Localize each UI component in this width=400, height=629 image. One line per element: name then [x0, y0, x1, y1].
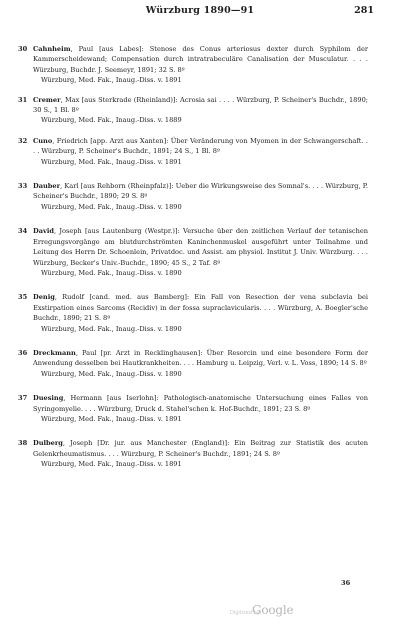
- entry-number: 37: [18, 394, 28, 403]
- entry-citation: [33, 44, 368, 75]
- author-name: Dreckmann: [33, 348, 76, 357]
- entry-number: 33: [18, 182, 28, 191]
- entry-body: , Max [aus Sterkrade (Rheinland)]: Acrosia sai . . . . Würzburg, P. Scheiner's Buchdr., 1890; 30 S., 1 Bl. 8º: [33, 95, 368, 115]
- entry-citation: [33, 181, 368, 202]
- watermark-prefix: Digitized by: [230, 610, 260, 616]
- running-header: [0, 5, 400, 21]
- entry-number: 36: [18, 348, 28, 357]
- page-number: 281: [354, 5, 374, 16]
- entry-citation: [33, 95, 368, 116]
- entry-dissertation-note: Würzburg, Med. Fak., Inaug.-Diss. v. 1891: [41, 76, 182, 85]
- entry-body: , Friedrich [app. Arzt aus Xanten]: Über Veränderung von Myomen in der Schwangerschaft. . . . Würzburg, P. Scheiner's Buchdr., 1891; 24 S., 1 Bl. 8º: [33, 136, 368, 156]
- entry-dissertation-note: Würzburg, Med. Fak., Inaug.-Diss. v. 1891: [41, 414, 182, 423]
- signature-mark: 36: [341, 579, 351, 587]
- author-name: Cahnheim: [33, 45, 71, 53]
- author-name: Cremer: [33, 95, 61, 104]
- entry-body: , Paul [pr. Arzt in Recklinghausen]: Über Resorcin und eine besondere Form der Anwendung desselben bei Hautkrankheiten. . . . Hamburg u. Leipzig, Verl. v. L. Voss, 1890; 14 S. 8º: [33, 348, 368, 368]
- entry-number: 35: [18, 293, 28, 302]
- entry-number: 34: [18, 227, 28, 236]
- entry: [18, 181, 368, 212]
- author-name: Denig: [33, 293, 55, 302]
- entry-number: 32: [18, 136, 28, 145]
- entry: [18, 348, 368, 379]
- bibliography-list: [0, 44, 400, 470]
- entry-body: , Karl [aus Rehborn (Rheinpfalz)]: Ueber die Wirkungsweise des Somnal's. . . . Würzburg, P. Scheiner's Buchdr., 1890; 29 S. 8º: [33, 182, 368, 201]
- entry-dissertation-note: Würzburg, Med. Fak., Inaug.-Diss. v. 1890: [41, 324, 182, 333]
- author-name: Dauber: [33, 182, 61, 191]
- entry-dissertation-note: Würzburg, Med. Fak., Inaug.-Diss. v. 1889: [41, 116, 182, 125]
- entry: [18, 44, 368, 86]
- entry-body: , Rudolf [cand. med. aus Bamberg]: Ein Fall von Resection der vena subclavia bei Exstirpation eines Sarcoms (Recidiv) in der fossa supraclavicularis. . . . Würzburg, A. Boegler'sche Buchdr., 1890; 21 S. 8º: [33, 293, 368, 323]
- entry-body: , Hermann [aus Iserlohn]: Pathologisch-anatomische Untersuchung eines Falles von Syringomyelie. . . . Würzburg, Druck d. Stahel'schen k. Hof-Buchdr., 1891; 23 S. 8º: [33, 394, 368, 413]
- entry: [18, 226, 368, 278]
- entry-dissertation-note: Würzburg, Med. Fak., Inaug.-Diss. v. 1890: [41, 369, 182, 378]
- entry-body: , Joseph [Dr. jur. aus Manchester (England)]: Ein Beitrag zur Statistik des acuten Gelenkrheumatismus. . . . Würzburg, P. Scheiner's Buchdr., 1891; 24 S. 8º: [33, 439, 368, 458]
- google-logo: Google: [252, 603, 294, 617]
- header-title: Würzburg 1890—91: [145, 5, 255, 16]
- author-name: Duesing: [33, 394, 64, 403]
- entry-citation: [33, 292, 368, 323]
- entry-dissertation-note: Würzburg, Med. Fak., Inaug.-Diss. v. 1891: [41, 460, 182, 469]
- entry: [18, 136, 368, 167]
- entry-body: , Paul [aus Labes]: Stenose des Conus arteriosus dexter durch Syphilom der Kammerscheidewand; Compensation durch intratrabeculäre Canalisation der Musculatur. . . . Würzburg, Buchdr. J. Seemeyr, 1891; 32 S. 8º: [33, 45, 368, 74]
- entry: [18, 292, 368, 334]
- author-name: David: [33, 227, 54, 236]
- entry-number: 31: [18, 95, 28, 104]
- entry: [18, 95, 368, 126]
- entry-body: , Joseph [aus Lautenburg (Westpr.)]: Versuche über den zeitlichen Verlauf der tetanischen Erregungsvorgänge am blutdurchströmten Kaninchenmuskel ausgeführt unter Teilnahme und Leitung des Herrn Dr. Schoenlein, Privatdoc. und Assist. am physiol. Institut J. Univ. Würzburg. . . . Würzburg, Becker's Univ.-Buchdr., 1890; 45 S., 2 Taf. 8º: [33, 227, 368, 267]
- entry-dissertation-note: Würzburg, Med. Fak., Inaug.-Diss. v. 1890: [41, 202, 182, 211]
- author-name: Cuno: [33, 136, 53, 145]
- entry-citation: [33, 348, 368, 369]
- entry-citation: [33, 438, 368, 459]
- entry-dissertation-note: Würzburg, Med. Fak., Inaug.-Diss. v. 1891: [41, 157, 182, 166]
- entry-citation: [33, 136, 368, 157]
- entry-dissertation-note: Würzburg, Med. Fak., Inaug.-Diss. v. 1890: [41, 268, 182, 277]
- author-name: Dulberg: [33, 439, 63, 448]
- entry-number: 38: [18, 439, 28, 448]
- entry-citation: [33, 226, 368, 268]
- entry: [18, 438, 368, 469]
- entry-citation: [33, 393, 368, 414]
- entry-number: 30: [18, 45, 28, 53]
- entry: [18, 393, 368, 424]
